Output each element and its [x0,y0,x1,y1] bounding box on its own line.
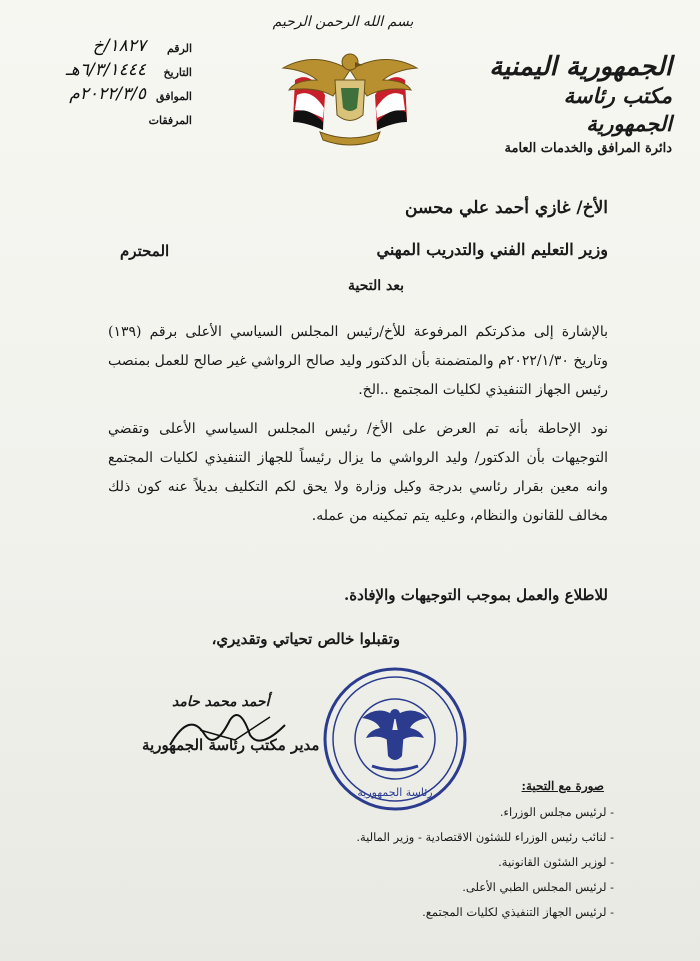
corresponds-label: الموافق [156,90,192,103]
cc-item: - لرئيس الجهاز التنفيذي لكليات المجتمع. [422,905,614,919]
date-value: ٦/٣/١٤٤٤هـ [65,60,146,80]
letterhead-department: دائرة المرافق والخدمات العامة [504,141,672,156]
cc-item: - لوزير الشئون القانونية. [498,855,614,869]
addressee-name: الأخ/ غازي أحمد علي محسن [405,198,608,218]
closing-line: وتقبلوا خالص تحياتي وتقديري، [211,630,400,648]
cc-item: - لرئيس المجلس الطبي الأعلى. [462,880,614,894]
body-paragraph-2: نود الإحاطة بأنه تم العرض على الأخ/ رئيس المجلس السياسي الأعلى وتقضي التوجيهات بأن الدكتور/ وليد الرواشي ما يزال رئيساً للجهاز التنفيذي لكليات المجتمع وانه معين بقرار رئاسي بدرجة وكيل وزارة ولا يحق لكم التكليف بديلاً عنه كون ذلك مخالف للقانون والنظام، وعليه يتم تمكينه من عمله. [108,421,608,524]
reference-label: الرقم [166,42,192,55]
cc-list [154,800,614,925]
honorific: المحترم [120,242,170,260]
cc-item: - لرئيس مجلس الوزراء. [499,805,614,819]
reference-block [22,38,192,134]
attachments-label: المرفقات [148,114,192,127]
addressee-title: وزير التعليم الفني والتدريب المهني [376,240,608,259]
corresponds-value: ٢٠٢٢/٣/٥م [69,84,146,104]
date-label: التاريخ [163,66,192,79]
instruction-line: للاطلاع والعمل بموجب التوجيهات والإفادة. [344,586,608,604]
attachments-row [22,110,192,134]
reference-value: ١٨٢٧/خ [92,36,146,56]
seal-text: رئاسة الجمهورية [357,786,433,799]
date-row [22,62,192,86]
letterhead [482,52,672,160]
signatory-name: أحمد محمد حامد [172,694,270,710]
reference-row [22,38,192,62]
signatory-title: مدير مكتب رئاسة الجمهورية [142,736,320,754]
cc-item: - لنائب رئيس الوزراء للشئون الاقتصادية - وزير المالية. [356,830,614,844]
letter-body [108,318,608,541]
letterhead-republic: الجمهورية اليمنية [489,52,672,82]
cc-heading: صورة مع التحية: [521,779,604,793]
body-paragraph-1: بالإشارة إلى مذكرتكم المرفوعة للأخ/رئيس المجلس السياسي الأعلى برقم (١٣٩) وتاريخ ٢٠٢٢/١/٣٠م والمتضمنة بأن الدكتور وليد صالح الرواشي غير صالح للعمل بمنصب رئيس الجهاز التنفيذي لكليات المجتمع ..الخ. [108,324,608,398]
corresponds-row [22,86,192,110]
basmala: بسم الله الرحمن الرحيم [272,14,414,30]
letterhead-office: مكتب رئاسة الجمهورية [563,83,672,136]
greeting: بعد التحية [347,278,404,294]
official-seal-icon [320,664,470,814]
eagle-emblem-icon [275,40,425,150]
